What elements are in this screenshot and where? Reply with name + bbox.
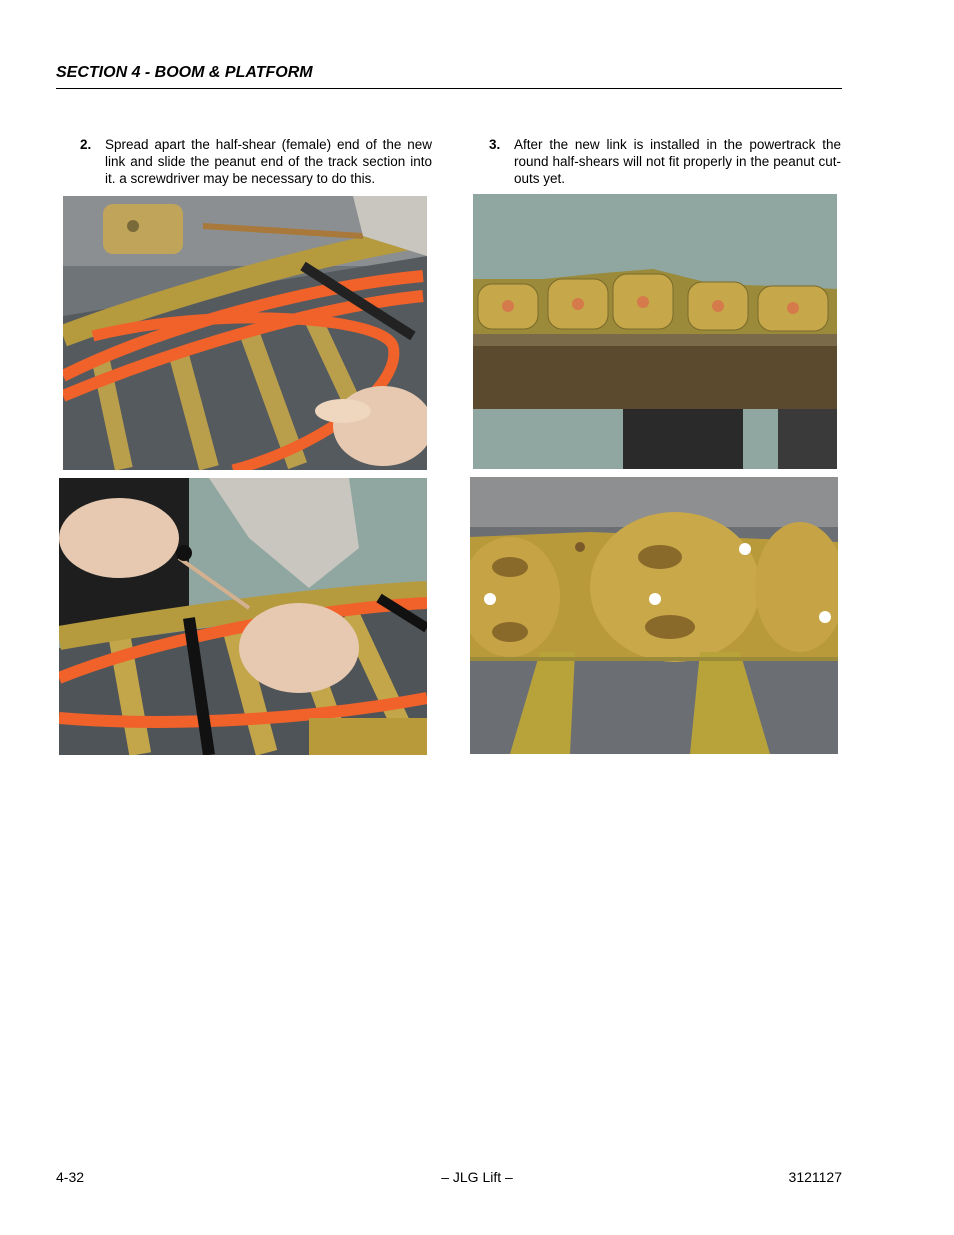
page-number: 4-32 <box>56 1169 85 1185</box>
step-2 <box>80 136 432 187</box>
step-3 <box>489 136 841 187</box>
step-text: After the new link is installed in the powertrack the round half-shears will not fit properly in the peanut cut-outs yet. <box>514 137 841 186</box>
section-header: SECTION 4 - BOOM & PLATFORM <box>56 64 842 89</box>
document-number: 3121127 <box>788 1169 842 1185</box>
step-text: Spread apart the half-shear (female) end of the new link and slide the peanut end of the track section into it. a screwdriver may be necessary to do this. <box>105 137 432 186</box>
photo-link-installed <box>473 194 837 469</box>
photo-spread-half-shear <box>63 196 427 470</box>
step-number: 3. <box>489 137 501 152</box>
step-number: 2. <box>80 137 92 152</box>
footer-center: – JLG Lift – <box>441 1169 513 1185</box>
photo-half-shear-closeup <box>470 477 838 754</box>
photo-insert-peanut-end <box>59 478 427 755</box>
